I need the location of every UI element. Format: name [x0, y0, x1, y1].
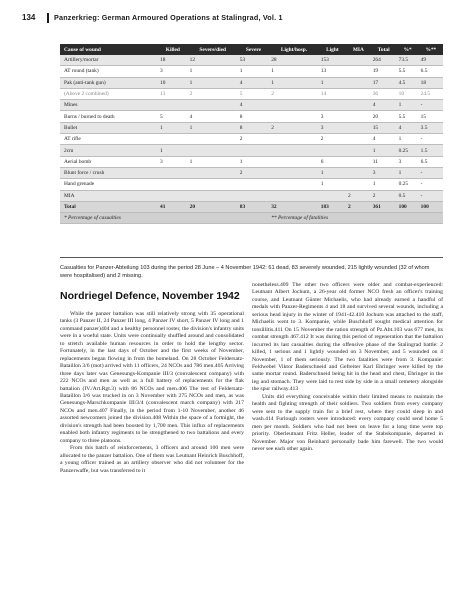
- table-cell: 53: [238, 55, 269, 66]
- paragraph: nonetheless.409 The other two officers were older and combat-experienced: Leutnant Albert Jochum, a 26-year old former NCO fresh an officer's training course, and Leutnant Günter Michaelis, who had already earned a handful of medals with Panzer-Regiments 4 and 18 and survived several wounds, including a serious head injury in the winter of 1941-42.410 Jochum was attached to the staff, Michaelis went to 3. Kompanie, while Buschhoff sought medical attention for tonsillitis.411 On 15 November the ration strength of Pz.Abt.103 was 677 men, its combat strength 467.412 It was during this period of regeneration that the battalion incurred its last casualties during the offensive phase of the Stalingrad battle: 2 killed, 1 serious and 1 lightly wounded on 3 November, and 5 wounded on 4 November, 1 of them seriously. The two fatalities were from 3. Kompanie: Feldwebel Viktor Baderschneid and Gefreiter Karl Ehringer were killed by the same mortar round. Baderschneid being hit in the head and chest, Ehringer in the leg and stomach. They were laid to rest side by side in a small cemetery alongside the spur railway.413: [252, 282, 443, 393]
- table-cell: 41: [158, 201, 188, 212]
- table-cell: 0.5: [397, 190, 419, 201]
- table-cell: [319, 190, 346, 201]
- header-divider: [47, 13, 49, 23]
- table-row: [60, 167, 443, 178]
- table-cell: [319, 100, 346, 111]
- table-cell: [238, 145, 269, 156]
- table-header-row: [60, 44, 443, 55]
- table-cell: 1: [319, 77, 346, 88]
- table-row: [60, 134, 443, 145]
- table-cell: [346, 77, 371, 88]
- paragraph: Units did everything conceivable within their limited means to maintain the health and fighting strength of their soldiers. Two soldiers from every company were sent to the supply train for a brief rest, where they could sleep in and wash.414 Furlough rosters were introduced: every company could send home 5 men per month. Soldiers who had not been on leave for a long time were top priority. Oberleutnant Fritz Heller, leader of the Stabskompanie, departed in November. Major von Reinhard personally bade him farewell. The two would never see each other again.: [252, 393, 443, 452]
- table-row: [60, 179, 443, 190]
- table-row: [60, 111, 443, 122]
- table-cell: 1: [371, 179, 397, 190]
- table-cell: 1: [397, 100, 419, 111]
- table-cell: [158, 134, 188, 145]
- table-cell: [188, 134, 238, 145]
- row-label: Blunt force / crush: [60, 167, 158, 178]
- table-cell: 1: [371, 145, 397, 156]
- col-header: Light/hosp.: [269, 44, 319, 55]
- table-cell: 49: [419, 55, 443, 66]
- table-row: [60, 190, 443, 201]
- row-label: Hand grenade: [60, 179, 158, 190]
- table-cell: 4: [371, 134, 397, 145]
- row-label: (Above 2 combined): [60, 88, 158, 99]
- table-cell: 153: [319, 55, 346, 66]
- table-cell: 6: [319, 156, 346, 167]
- table-cell: 6.5: [419, 156, 443, 167]
- table-cell: [269, 145, 319, 156]
- table-cell: 3: [371, 167, 397, 178]
- table-cell: [346, 179, 371, 190]
- table-cell: [158, 179, 188, 190]
- col-header: Total: [371, 44, 397, 55]
- row-label: AT rifle: [60, 134, 158, 145]
- table-cell: [188, 179, 238, 190]
- table-cell: 100: [397, 201, 419, 212]
- table-cell: 183: [319, 201, 346, 212]
- table-cell: [346, 55, 371, 66]
- row-label: Bullet: [60, 122, 158, 133]
- table-cell: 3: [158, 66, 188, 77]
- table-cell: 20: [188, 201, 238, 212]
- col-header: %*: [397, 44, 419, 55]
- footnote-percent-casualties: * Percentage of casualties: [60, 213, 269, 224]
- table-cell: 2: [238, 134, 269, 145]
- table-bottom-rule: [60, 257, 443, 258]
- table-cell: -: [419, 179, 443, 190]
- table-cell: [346, 100, 371, 111]
- table-cell: 4: [371, 100, 397, 111]
- table-cell: 4: [238, 77, 269, 88]
- table-cell: 3.5: [419, 122, 443, 133]
- table-cell: [346, 66, 371, 77]
- table-cell: [346, 111, 371, 122]
- table-cell: 5: [238, 88, 269, 99]
- table-cell: 5: [158, 111, 188, 122]
- table-row: [60, 156, 443, 167]
- table-cell: 1: [319, 179, 346, 190]
- table-cell: 2: [346, 190, 371, 201]
- table-cell: 8: [238, 111, 269, 122]
- table-cell: 20: [371, 111, 397, 122]
- table-row: [60, 66, 443, 77]
- running-header: [22, 11, 442, 25]
- table-cell: 36: [371, 88, 397, 99]
- table-cell: 5.5: [397, 111, 419, 122]
- table-cell: 6.5: [419, 66, 443, 77]
- table-cell: 3: [319, 111, 346, 122]
- table-cell: [269, 190, 319, 201]
- book-title: Panzerkrieg: German Armoured Operations at Stalingrad, Vol. 1: [54, 13, 283, 22]
- table-cell: 24.5: [419, 88, 443, 99]
- row-label: Artillery/mortar: [60, 55, 158, 66]
- table-cell: [269, 179, 319, 190]
- table-cell: 1: [158, 145, 188, 156]
- table-cell: 264: [371, 55, 397, 66]
- table-cell: 3: [397, 156, 419, 167]
- table-cell: 18: [419, 77, 443, 88]
- table-cell: 19: [371, 66, 397, 77]
- table-cell: 2: [269, 88, 319, 99]
- table-row: [60, 100, 443, 111]
- table-cell: -: [419, 190, 443, 201]
- table-cell: 11: [371, 156, 397, 167]
- table-row: [60, 122, 443, 133]
- table-cell: [158, 167, 188, 178]
- section-heading: Nordriegel Defence, November 1942: [60, 290, 240, 302]
- table-cell: 100: [419, 201, 443, 212]
- row-label: Aerial bomb: [60, 156, 158, 167]
- row-label: MIA: [60, 190, 158, 201]
- col-header: Cause of wound: [60, 44, 158, 55]
- table-cell: [158, 100, 188, 111]
- table-cell: 5.5: [397, 66, 419, 77]
- table-cell: 3: [319, 122, 346, 133]
- table-cell: [269, 167, 319, 178]
- table-cell: 1: [269, 66, 319, 77]
- col-header: Light: [319, 44, 346, 55]
- table-cell: [269, 134, 319, 145]
- table-cell: 361: [371, 201, 397, 212]
- table-cell: 0.25: [397, 179, 419, 190]
- table-cell: 12: [188, 55, 238, 66]
- table-cell: [188, 190, 238, 201]
- table-cell: 1: [188, 66, 238, 77]
- table-cell: 2: [371, 190, 397, 201]
- table-cell: 4: [397, 122, 419, 133]
- footnote-percent-fatalities: ** Percentage of fatalities: [269, 213, 443, 224]
- table-row: [60, 88, 443, 99]
- row-label: Pak (anti-tank gun): [60, 77, 158, 88]
- table-cell: 4: [238, 100, 269, 111]
- table-cell: 10: [158, 77, 188, 88]
- table-cell: [269, 156, 319, 167]
- table-cell: 28: [269, 55, 319, 66]
- row-label: Total: [60, 201, 158, 212]
- table-cell: 18: [158, 55, 188, 66]
- table-cell: [158, 190, 188, 201]
- table-cell: 10: [397, 88, 419, 99]
- table-cell: 2: [188, 88, 238, 99]
- table-cell: 2: [269, 122, 319, 133]
- table-cell: 2: [238, 167, 269, 178]
- col-header: %**: [419, 44, 443, 55]
- table-cell: [269, 100, 319, 111]
- table-cell: 15: [371, 122, 397, 133]
- table-cell: 73.5: [397, 55, 419, 66]
- table-cell: 1: [397, 167, 419, 178]
- table-cell: 2: [319, 134, 346, 145]
- table-cell: 13: [319, 66, 346, 77]
- table-row: [60, 145, 443, 156]
- table-cell: -: [419, 100, 443, 111]
- table-cell: 1: [269, 77, 319, 88]
- left-column: [60, 311, 244, 475]
- page-number: 134: [22, 13, 36, 22]
- table-cell: [188, 167, 238, 178]
- row-label: Burns / burned to death: [60, 111, 158, 122]
- table-cell: 17: [371, 77, 397, 88]
- table-cell: 15: [419, 111, 443, 122]
- table-cell: 4.5: [397, 77, 419, 88]
- table-cell: 32: [269, 201, 319, 212]
- col-header: Severe/died: [188, 44, 238, 55]
- table-cell: 1: [158, 122, 188, 133]
- table-cell: [346, 88, 371, 99]
- table-cell: 13: [158, 88, 188, 99]
- table-cell: [346, 156, 371, 167]
- table-row: [60, 55, 443, 66]
- right-column: [252, 282, 443, 453]
- table-cell: [238, 179, 269, 190]
- table-cell: [269, 111, 319, 122]
- table-cell: 83: [238, 201, 269, 212]
- col-header: MIA: [346, 44, 371, 55]
- table-cell: 1: [319, 167, 346, 178]
- table-cell: [346, 134, 371, 145]
- table-cell: 3: [158, 156, 188, 167]
- col-header: Severe: [238, 44, 269, 55]
- table-cell: 4: [188, 111, 238, 122]
- table-caption: Casualties for Panzer-Abteilung 103 during the period 28 June – 4 November 1942: 61 dead, 83 severely wounded, 215 lightly wounded (32 of whom were hospitalised) and 2 missing.: [60, 265, 430, 279]
- table-cell: [319, 145, 346, 156]
- table-cell: 1: [188, 122, 238, 133]
- table-cell: 8: [238, 122, 269, 133]
- table-cell: [188, 100, 238, 111]
- table-cell: 1: [238, 66, 269, 77]
- row-label: Mines: [60, 100, 158, 111]
- table-cell: [346, 145, 371, 156]
- table-cell: 1: [238, 156, 269, 167]
- table-cell: [346, 167, 371, 178]
- table-row: [60, 77, 443, 88]
- table-cell: 14: [319, 88, 346, 99]
- table-cell: [346, 122, 371, 133]
- table-cell: 1: [188, 77, 238, 88]
- paragraph: While the panzer battalion was still relatively strong with 35 operational tanks (3 Panzer II, 24 Panzer III long, 4 Panzer IV short, 5 Panzer IV long and 1 command panzer)404 and a healthy personnel roster, the division's infantry units were in a woeful state. Units were continually shuffled around and consolidated to stretch available human resources in order to hold the lengthy sector. Fortunately, in the last days of October and the first weeks of November, replacements began flowing in from the homeland. On 28 October Feldersatz-Bataillon 3/6 (mot) arrived with 11 officers, 24 NCOs and 786 men.405 Arriving three days later was Genesungs-Kompanie III/3 (convalescent company) with 222 NCOs and men as well as a full battery of replacements for the flak battalion (IV./Art.Rgt.3) with 86 NCOs and men.406 The rest of Feldersatz-Bataillon 3/6 was trucked in on 3 November with 275 NCOs and men, as was Genesungs-Marschkompanie III/3/4 (convalescent march company) with 217 NCOs and men.407 Finally, in the period from 1-10 November, another 46 assorted newcomers joined the division.408 Within the space of a fortnight, the division's strength had been boosted by 1,700 men. This influx of replacements enabled both infantry regiments to be strengthened to two battalions and every company to three platoons.: [60, 311, 244, 444]
- table-cell: 1: [397, 134, 419, 145]
- casualty-table: [60, 44, 443, 224]
- table-cell: 0.25: [397, 145, 419, 156]
- table-cell: 2: [346, 201, 371, 212]
- table-cell: [238, 190, 269, 201]
- row-label: AT round (tank): [60, 66, 158, 77]
- table-cell: 1.5: [419, 145, 443, 156]
- table-cell: 1: [188, 156, 238, 167]
- table-cell: -: [419, 134, 443, 145]
- row-label: 2cm: [60, 145, 158, 156]
- col-header: Killed: [158, 44, 188, 55]
- table-cell: [188, 145, 238, 156]
- paragraph: From this batch of reinforcements, 3 officers and around 100 men were allocated to the panzer battalion. One of them was Leutnant Heinrich Buschhoff, a young officer trained as an artillery observer who did not volunteer for the Panzerwaffe, but was transferred to it: [60, 445, 244, 474]
- table-footnote-row: [60, 213, 443, 224]
- table-cell: -: [419, 167, 443, 178]
- table-row: [60, 201, 443, 212]
